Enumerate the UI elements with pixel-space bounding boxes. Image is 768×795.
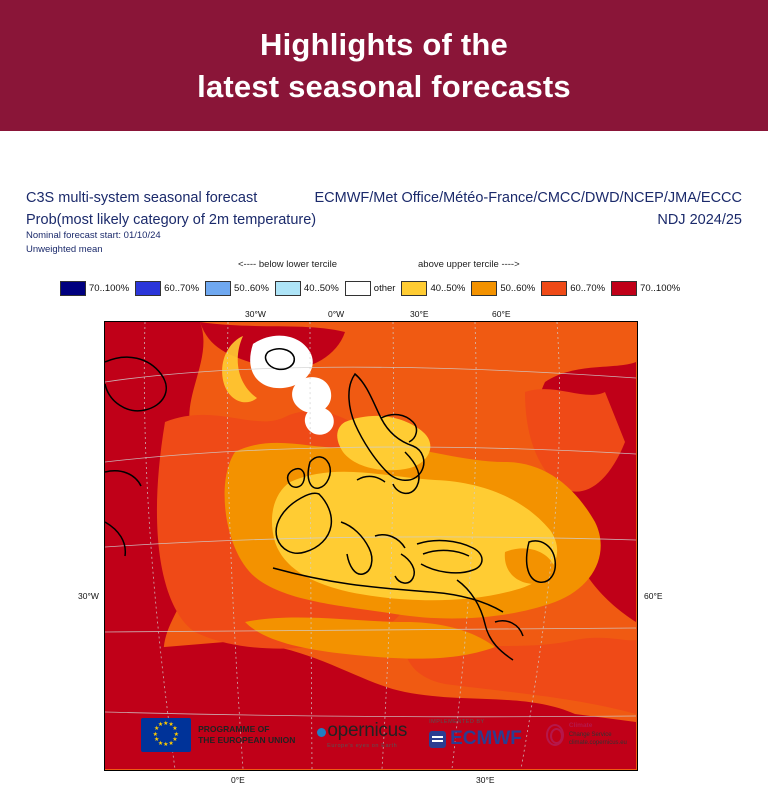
legend-label: 40..50% [430,282,466,294]
legend-captions [0,259,768,273]
eu-star-icon: ★ [172,736,178,743]
figure-note [26,229,161,257]
forecast-season: NDJ 2024/25 [657,212,742,229]
eu-star-icon: ★ [163,721,169,727]
legend-caption-above: above upper tercile ----> [418,259,520,270]
model-list: ECMWF/Met Office/Météo-France/CMCC/DWD/NCEP/JMA/ECCC [314,190,742,206]
eu-star-icon: ★ [154,726,160,733]
legend-swatch-icon [401,281,427,296]
legend-label: 50..60% [500,282,536,294]
legend-item [471,281,535,296]
legend-item [401,281,465,296]
eu-logo-line-1: PROGRAMME OF [198,723,270,734]
copernicus-logo [317,720,407,749]
axis-label-top-1: 30°W [245,309,266,319]
figure-note-line-2: Unweighted mean [26,243,103,255]
eu-star-icon: ★ [168,722,174,729]
axis-label-bottom-2: 30°E [476,775,495,785]
legend-item [60,281,129,296]
figure-title-left-line-1: C3S multi-system seasonal forecast [26,190,258,206]
legend-label: 70..100% [89,282,130,294]
legend-swatch-icon [135,281,161,296]
page-title-line-1: Highlights of the [260,27,508,63]
legend-swatch-icon [611,281,637,296]
footer-logos [0,701,768,768]
legend-label: 60..70% [164,282,200,294]
c3s-text [569,722,627,747]
figure-title-left [26,187,316,232]
ecmwf-mark-icon [429,731,446,748]
eu-star-icon: ★ [154,736,160,743]
legend-swatch-icon [205,281,231,296]
legend-item [135,281,199,296]
implemented-by-label: IMPLEMENTED BY [429,719,485,725]
ecmwf-name-text: ECMWF [450,728,522,749]
legend-label: 60..70% [570,282,606,294]
header-banner [0,0,768,131]
eu-star-icon: ★ [152,731,158,738]
legend-label: 70..100% [640,282,681,294]
color-legend [60,279,710,297]
legend-item [205,281,269,296]
eu-flag-icon [141,718,191,752]
legend-caption-below: <---- below lower tercile [238,259,337,270]
legend-swatch-icon [471,281,497,296]
legend-label: other [373,282,396,294]
c3s-line-1: Climate [568,722,593,730]
axis-label-left-1: 30°W [78,591,99,601]
figure-title-left-line-2: Prob(most likely category of 2m temperature) [26,212,317,229]
legend-label: 50..60% [234,282,269,294]
axis-label-top-2: 0°W [328,309,345,319]
ecmwf-logo [429,719,522,750]
c3s-line-2: Change Service [568,731,612,738]
figure-note-line-1: Nominal forecast start: 01/10/24 [26,230,161,241]
eu-star-icon: ★ [173,731,179,738]
eu-star-icon: ★ [172,726,178,733]
axis-label-right-1: 60°E [644,591,663,601]
eu-logo-text [198,724,295,745]
legend-swatch-icon [345,281,371,296]
axis-label-bottom-1: 0°E [231,775,245,785]
page-title [197,24,571,106]
legend-item [611,281,680,296]
c3s-logo [544,722,627,747]
eu-star-icon: ★ [157,722,164,729]
legend-label: 40..50% [303,282,339,294]
legend-item [275,281,339,296]
copernicus-dot-icon [317,728,326,737]
axis-label-top-4: 60°E [492,309,511,319]
figure-title-right [314,187,742,232]
eu-star-icon: ★ [163,742,169,748]
c3s-url: climate.copernicus.eu [568,739,627,746]
copernicus-name [317,720,407,742]
legend-swatch-icon [60,281,86,296]
axis-label-top-3: 30°E [410,309,429,319]
eu-logo-line-2: THE EUROPEAN UNION [198,734,296,745]
legend-item [541,281,605,296]
legend-item [345,281,396,296]
eu-logo [141,718,295,752]
page-title-line-2: latest seasonal forecasts [197,68,571,104]
c3s-arc-icon [544,722,564,746]
legend-swatch-icon [275,281,301,296]
legend-swatch-icon [541,281,567,296]
ecmwf-wordmark [429,728,522,750]
eu-star-icon: ★ [168,740,174,747]
eu-star-icon: ★ [157,740,164,747]
copernicus-tagline: Europe's eyes on Earth [327,743,398,749]
copernicus-name-text: opernicus [327,720,408,741]
